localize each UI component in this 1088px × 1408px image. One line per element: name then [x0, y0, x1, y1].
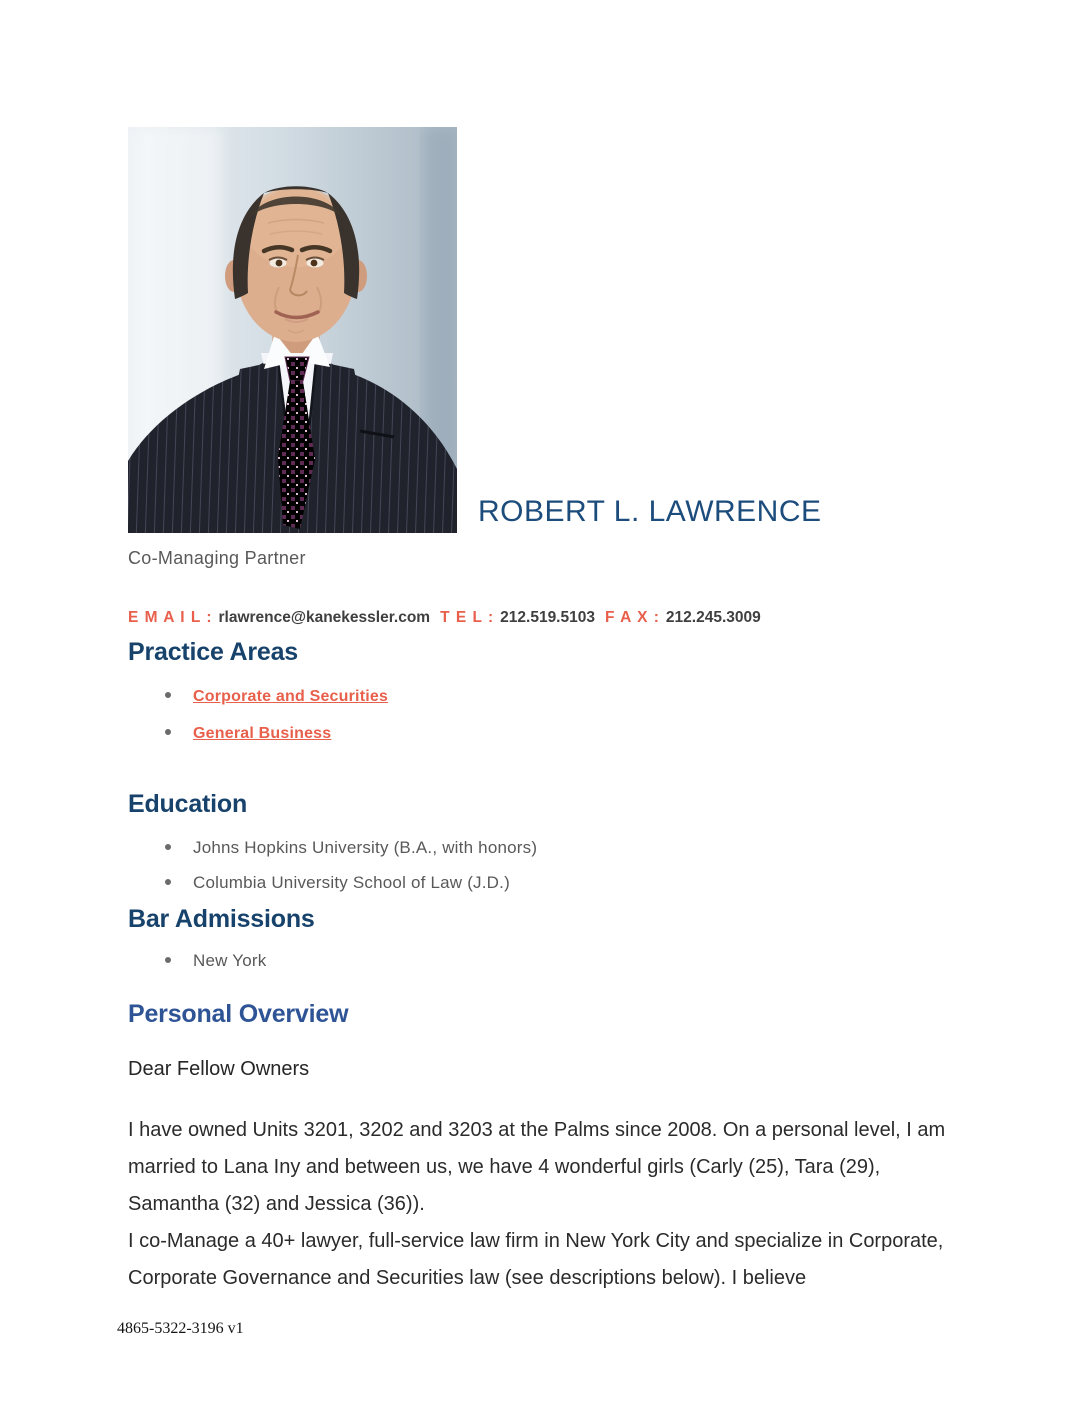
education-list: [128, 838, 537, 908]
overview-paragraph: I have owned Units 3201, 3202 and 3203 at the Palms since 2008. On a personal level, I am married to Lana Iny and between us, we have 4 wonderful girls (Carly (25), Tara (29), Samantha (32) and Jessica (36)).: [128, 1119, 946, 1215]
list-item: [128, 686, 388, 706]
bar-admissions-list: [128, 951, 266, 986]
heading-practice-areas: Practice Areas: [128, 638, 299, 666]
education-item: Johns Hopkins University (B.A., with honors): [193, 838, 538, 857]
fax-label: F A X :: [604, 609, 660, 626]
tel-label: T E L :: [440, 609, 495, 626]
portrait-photo-art: [128, 127, 457, 533]
education-item: Columbia University School of Law (J.D.): [193, 873, 510, 892]
bullet-icon: [165, 692, 171, 698]
list-item: [128, 723, 388, 743]
link-general-business[interactable]: General Business: [193, 725, 332, 742]
fax-value: 212.245.3009: [665, 609, 761, 626]
heading-bar-admissions: Bar Admissions: [128, 905, 315, 933]
list-item: [128, 873, 537, 893]
bullet-icon: [165, 844, 171, 850]
practice-areas-list: [128, 686, 388, 760]
bullet-icon: [165, 729, 171, 735]
overview-paragraph: I co-Manage a 40+ lawyer, full-service law firm in New York City and specialize in Corporate, Corporate Governance and Securities law (see descriptions below). I believe: [128, 1230, 944, 1289]
tel-value: 212.519.5103: [500, 609, 595, 626]
person-name: ROBERT L. LAWRENCE: [478, 495, 822, 528]
email-label: E M A I L :: [128, 609, 213, 626]
bullet-icon: [165, 957, 171, 963]
portrait-photo: [128, 127, 457, 533]
job-title: Co-Managing Partner: [128, 548, 306, 568]
salutation: Dear Fellow Owners: [128, 1058, 310, 1080]
contact-line: [128, 609, 771, 627]
document-code: 4865-5322-3196 v1: [117, 1320, 244, 1337]
heading-education: Education: [128, 790, 248, 818]
list-item: [128, 951, 266, 971]
heading-personal-overview: Personal Overview: [128, 1000, 349, 1028]
bullet-icon: [165, 879, 171, 885]
link-corporate-and-securities[interactable]: Corporate and Securities: [193, 688, 389, 705]
bar-admission-item: New York: [193, 951, 267, 970]
list-item: [128, 838, 537, 858]
email-value: rlawrence@kanekessler.com: [218, 609, 431, 626]
